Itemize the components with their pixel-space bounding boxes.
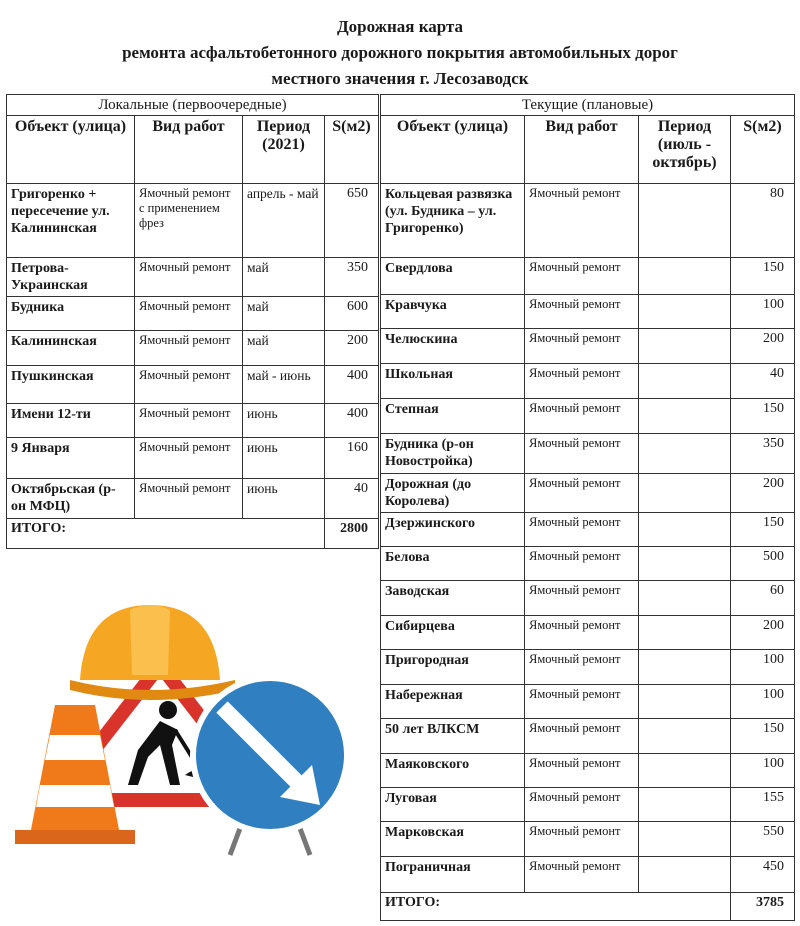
period-cell: май	[243, 331, 325, 366]
object-cell: Школьная	[381, 364, 525, 399]
area-cell: 100	[731, 650, 795, 685]
period-cell	[639, 295, 731, 329]
period-cell	[639, 547, 731, 581]
table-row	[381, 685, 795, 719]
object-cell: Луговая	[381, 788, 525, 822]
table-row	[381, 719, 795, 754]
work-type-cell: Ямочный ремонт	[525, 474, 639, 513]
table-row	[7, 404, 379, 438]
object-cell: Калининская	[7, 331, 135, 366]
period-cell	[639, 434, 731, 474]
period-cell	[639, 822, 731, 857]
title-line-1: Дорожная карта	[336, 17, 464, 36]
area-cell: 600	[325, 297, 379, 331]
object-cell: Челюскина	[381, 329, 525, 364]
work-type-cell: Ямочный ремонт	[525, 399, 639, 434]
area-cell: 500	[731, 547, 795, 581]
work-type-cell: Ямочный ремонт	[135, 404, 243, 438]
planned-total-row	[381, 893, 795, 921]
table-row	[7, 258, 379, 297]
table-row	[381, 754, 795, 788]
area-cell: 100	[731, 295, 795, 329]
table-row	[381, 581, 795, 616]
period-cell	[639, 399, 731, 434]
object-cell: Маяковского	[381, 754, 525, 788]
object-cell: Григоренко + пересечение ул. Калининская	[7, 184, 135, 258]
title-line-2: ремонта асфальтобетонного дорожного покрытия автомобильных дорог	[122, 43, 678, 62]
period-cell	[639, 258, 731, 295]
work-type-cell: Ямочный ремонт	[525, 581, 639, 616]
area-cell: 155	[731, 788, 795, 822]
header-area: S(м2)	[731, 116, 795, 184]
period-cell	[639, 754, 731, 788]
planned-roads-body	[381, 184, 795, 893]
area-cell: 200	[731, 474, 795, 513]
object-cell: 50 лет ВЛКСМ	[381, 719, 525, 754]
area-cell: 60	[731, 581, 795, 616]
work-type-cell: Ямочный ремонт	[135, 479, 243, 519]
area-cell: 100	[731, 754, 795, 788]
table-row	[381, 513, 795, 547]
table-row	[381, 616, 795, 650]
document-title	[0, 14, 800, 92]
object-cell: Дзержинского	[381, 513, 525, 547]
table-row	[381, 434, 795, 474]
area-cell: 200	[325, 331, 379, 366]
table-row	[381, 788, 795, 822]
road-works-illustration	[10, 585, 370, 865]
work-type-cell: Ямочный ремонт	[525, 434, 639, 474]
object-cell: 9 Января	[7, 438, 135, 479]
period-cell	[639, 474, 731, 513]
work-type-cell: Ямочный ремонт	[525, 685, 639, 719]
work-type-cell: Ямочный ремонт	[135, 366, 243, 404]
table-row	[381, 295, 795, 329]
table-row	[381, 822, 795, 857]
work-type-cell: Ямочный ремонт	[525, 295, 639, 329]
local-roads-body	[7, 184, 379, 519]
local-roads-table	[6, 94, 379, 549]
table-row	[7, 297, 379, 331]
work-type-cell: Ямочный ремонт	[525, 857, 639, 893]
work-type-cell: Ямочный ремонт	[525, 754, 639, 788]
header-area: S(м2)	[325, 116, 379, 184]
table-row	[7, 331, 379, 366]
area-cell: 200	[731, 329, 795, 364]
object-cell: Набережная	[381, 685, 525, 719]
work-type-cell: Ямочный ремонт	[525, 329, 639, 364]
period-cell	[639, 685, 731, 719]
object-cell: Свердлова	[381, 258, 525, 295]
period-cell: апрель - май	[243, 184, 325, 258]
period-cell: май	[243, 258, 325, 297]
table-row	[7, 366, 379, 404]
table-row	[381, 364, 795, 399]
table-row	[7, 438, 379, 479]
period-cell	[639, 616, 731, 650]
object-cell: Пригородная	[381, 650, 525, 685]
area-cell: 150	[731, 258, 795, 295]
area-cell: 400	[325, 366, 379, 404]
area-cell: 650	[325, 184, 379, 258]
object-cell: Марковская	[381, 822, 525, 857]
table-row	[381, 547, 795, 581]
area-cell: 100	[731, 685, 795, 719]
local-group-header: Локальные (первоочередные)	[7, 95, 379, 116]
area-cell: 350	[731, 434, 795, 474]
table-row	[7, 184, 379, 258]
work-type-cell: Ямочный ремонт	[525, 822, 639, 857]
period-cell: май - июнь	[243, 366, 325, 404]
area-cell: 150	[731, 719, 795, 754]
table-row	[381, 399, 795, 434]
period-cell: июнь	[243, 404, 325, 438]
object-cell: Кольцевая развязка (ул. Будника – ул. Григоренко)	[381, 184, 525, 258]
object-cell: Будника	[7, 297, 135, 331]
object-cell: Петрова-Украинская	[7, 258, 135, 297]
work-type-cell: Ямочный ремонт	[135, 331, 243, 366]
table-row	[381, 184, 795, 258]
header-work: Вид работ	[135, 116, 243, 184]
work-type-cell: Ямочный ремонт	[525, 616, 639, 650]
period-cell	[639, 184, 731, 258]
object-cell: Будника (р-он Новостройка)	[381, 434, 525, 474]
object-cell: Пограничная	[381, 857, 525, 893]
work-type-cell: Ямочный ремонт	[135, 258, 243, 297]
area-cell: 80	[731, 184, 795, 258]
area-cell: 450	[731, 857, 795, 893]
keep-right-sign-icon	[190, 675, 350, 855]
work-type-cell: Ямочный ремонт	[525, 788, 639, 822]
period-cell: июнь	[243, 438, 325, 479]
area-cell: 150	[731, 513, 795, 547]
period-cell	[639, 788, 731, 822]
header-period: Период (июль - октябрь)	[639, 116, 731, 184]
table-row	[381, 857, 795, 893]
work-type-cell: Ямочный ремонт	[525, 364, 639, 399]
object-cell: Сибирцева	[381, 616, 525, 650]
work-type-cell: Ямочный ремонт	[525, 513, 639, 547]
work-type-cell: Ямочный ремонт	[525, 184, 639, 258]
title-line-3: местного значения г. Лесозаводск	[271, 69, 529, 88]
object-cell: Октябрьская (р-он МФЦ)	[7, 479, 135, 519]
area-cell: 150	[731, 399, 795, 434]
period-cell	[639, 857, 731, 893]
work-type-cell: Ямочный ремонт	[525, 650, 639, 685]
work-type-cell: Ямочный ремонт	[525, 547, 639, 581]
local-total-row	[7, 519, 379, 549]
period-cell	[639, 581, 731, 616]
period-cell: май	[243, 297, 325, 331]
period-cell	[639, 719, 731, 754]
work-type-cell: Ямочный ремонт	[135, 297, 243, 331]
period-cell	[639, 364, 731, 399]
table-row	[381, 650, 795, 685]
period-cell: июнь	[243, 479, 325, 519]
total-value: 2800	[325, 519, 379, 549]
total-label: ИТОГО:	[7, 519, 325, 549]
work-type-cell: Ямочный ремонт с применением фрез	[135, 184, 243, 258]
object-cell: Степная	[381, 399, 525, 434]
header-period: Период (2021)	[243, 116, 325, 184]
area-cell: 200	[731, 616, 795, 650]
total-value: 3785	[731, 893, 795, 921]
work-type-cell: Ямочный ремонт	[135, 438, 243, 479]
header-object: Объект (улица)	[381, 116, 525, 184]
object-cell: Дорожная (до Королева)	[381, 474, 525, 513]
area-cell: 350	[325, 258, 379, 297]
total-label: ИТОГО:	[381, 893, 731, 921]
planned-group-header: Текущие (плановые)	[381, 95, 795, 116]
object-cell: Имени 12-ти	[7, 404, 135, 438]
area-cell: 550	[731, 822, 795, 857]
planned-roads-table	[380, 94, 795, 921]
header-object: Объект (улица)	[7, 116, 135, 184]
period-cell	[639, 650, 731, 685]
object-cell: Пушкинская	[7, 366, 135, 404]
area-cell: 400	[325, 404, 379, 438]
area-cell: 160	[325, 438, 379, 479]
table-row	[7, 479, 379, 519]
work-type-cell: Ямочный ремонт	[525, 719, 639, 754]
object-cell: Кравчука	[381, 295, 525, 329]
period-cell	[639, 513, 731, 547]
object-cell: Заводская	[381, 581, 525, 616]
object-cell: Белова	[381, 547, 525, 581]
table-row	[381, 474, 795, 513]
period-cell	[639, 329, 731, 364]
area-cell: 40	[325, 479, 379, 519]
area-cell: 40	[731, 364, 795, 399]
table-row	[381, 258, 795, 295]
table-row	[381, 329, 795, 364]
work-type-cell: Ямочный ремонт	[525, 258, 639, 295]
header-work: Вид работ	[525, 116, 639, 184]
